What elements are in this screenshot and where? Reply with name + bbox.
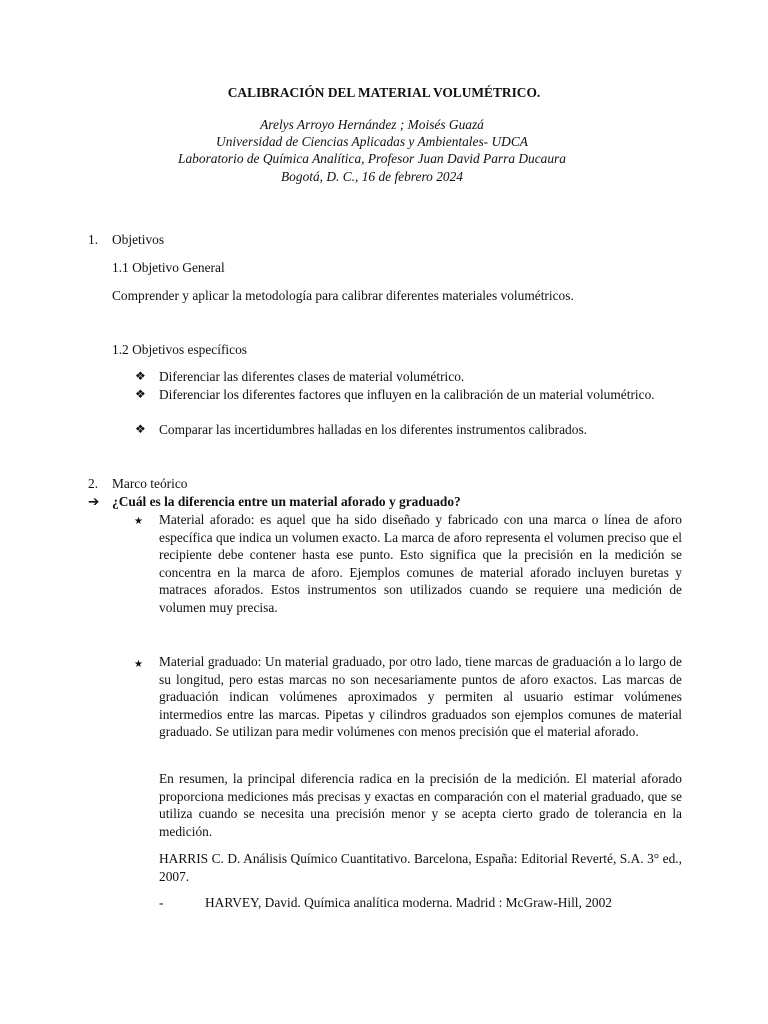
bullet-diamond-icon: ❖ — [135, 387, 146, 401]
arrow-right-icon: ➔ — [88, 494, 100, 509]
reference-harvey: HARVEY, David. Química analítica moderna. Madrid : McGraw-Hill, 2002 — [205, 895, 613, 910]
reference-harris: HARRIS C. D. Análisis Químico Cuantitativo. Barcelona, España: Editorial Reverté, S.A. 3° ed., 2007. — [159, 851, 682, 884]
document-title: CALIBRACIÓN DEL MATERIAL VOLUMÉTRICO. — [227, 85, 541, 100]
summary-paragraph: En resumen, la principal diferencia radica en la precisión de la medición. El material aforado proporciona mediciones más precisas y exactas en comparación con el material graduado, que se utiliza cuando se necesita una precisión menor y se acepta cierto grado de tolerancia en la medición. — [159, 771, 682, 839]
specific-objective-item: Diferenciar los diferentes factores que influyen en la calibración de un material volumétrico. — [159, 387, 655, 402]
author-university: Universidad de Ciencias Aplicadas y Ambientales- UDCA — [216, 134, 528, 150]
author-names: Arelys Arroyo Hernández ; Moisés Guazá — [260, 117, 484, 132]
star-bullet-icon: ★ — [134, 516, 143, 527]
author-block — [0, 116, 744, 185]
specific-objective-item: Diferenciar las diferentes clases de material volumétrico. — [159, 369, 465, 384]
general-objective-text: Comprender y aplicar la metodología para calibrar diferentes materiales volumétricos. — [112, 288, 574, 303]
author-place-date: Bogotá, D. C., 16 de febrero 2024 — [281, 168, 463, 184]
section-1-heading: Objetivos — [112, 232, 165, 247]
specific-objectives-heading: 1.2 Objetivos específicos — [112, 342, 247, 357]
bullet-diamond-icon: ❖ — [135, 369, 146, 383]
reference-dash: - — [159, 895, 164, 910]
question-heading: ¿Cuál es la diferencia entre un material aforado y graduado? — [112, 494, 461, 509]
section-2-heading: Marco teórico — [112, 476, 188, 491]
specific-objective-item: Comparar las incertidumbres halladas en los diferentes instrumentos calibrados. — [159, 422, 588, 437]
section-2-number: 2. — [88, 476, 99, 491]
author-lab: Laboratorio de Química Analítica, Profesor Juan David Parra Ducaura — [178, 151, 566, 167]
graduado-description: Material graduado: Un material graduado, por otro lado, tiene marcas de graduación a lo largo de su longitud, pero estas marcas no son necesariamente puntos de aforo exactos. Las marcas de graduación indican volúmenes aproximados y permiten al usuario estimar volúmenes intermedios entre las marcas. Pipetas y cilindros graduados son ejemplos comunes de material graduado. Se utilizan para medir volúmenes con menos precisión que el material aforado. — [159, 654, 682, 740]
general-objective-heading: 1.1 Objetivo General — [112, 260, 225, 275]
star-bullet-icon: ★ — [134, 659, 143, 670]
section-1-number: 1. — [88, 232, 99, 247]
bullet-diamond-icon: ❖ — [135, 422, 146, 436]
aforado-description: Material aforado: es aquel que ha sido diseñado y fabricado con una marca o línea de aforo específica que indica un volumen exacto. La marca de aforo representa el volumen preciso que el recipiente debe contener hasta ese punto. Esto significa que la precisión en la medición se concentra en la marca de aforo. Ejemplos comunes de material aforado incluyen buretas y matraces aforados. Estos instrumentos son utilizados cuando se requiere una medición de volumen muy precisa. — [159, 512, 682, 615]
